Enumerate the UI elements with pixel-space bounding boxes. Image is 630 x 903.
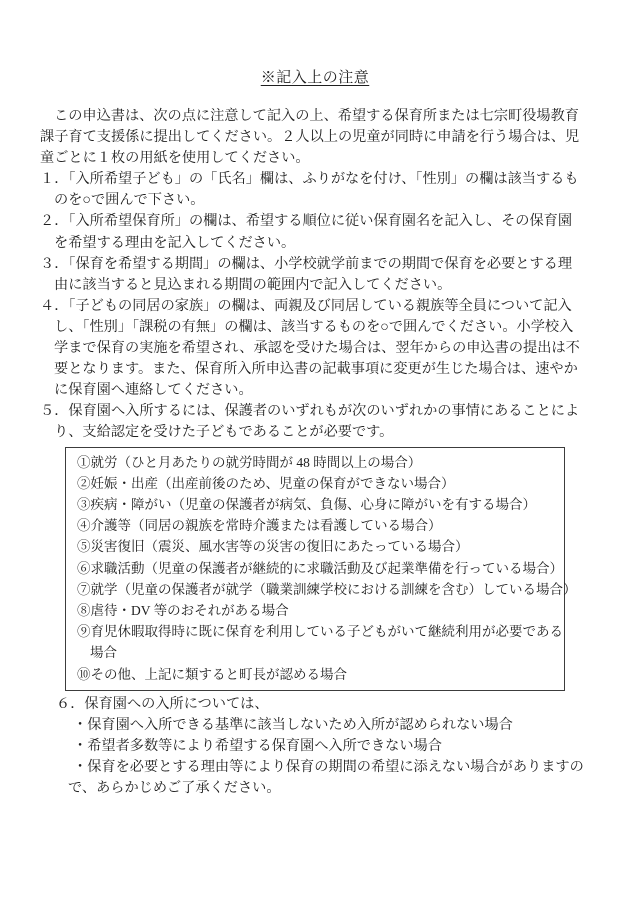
condition-line: ①就労（ひと月あたりの就労時間が 48 時間以上の場合）	[77, 454, 422, 470]
item-line: １．「入所希望子ども」の「氏名」欄は、ふりがなを付け、「性別」の欄は該当するも	[40, 171, 579, 188]
bullet-item: ・保育を必要とする理由等により保育の期間の希望に添えない場合がありますの	[73, 759, 584, 776]
page-title	[0, 66, 630, 87]
intro-paragraph	[40, 106, 592, 169]
bullet-item: ・保育園へ入所できる基準に該当しないため入所が認められない場合	[73, 716, 513, 733]
bullet-item: ・希望者多数等により希望する保育園へ入所できない場合	[73, 737, 442, 754]
item-line: ５．保育園へ入所するには、保護者のいずれもが次のいずれかの事情にあることによ	[40, 403, 580, 420]
item-line: に保育園へ連絡してください。	[54, 382, 253, 399]
condition-line: ⑥求職活動（児童の保護者が継続的に求職活動及び起業準備を行っている場合）	[77, 560, 563, 576]
item-line: 要となります。また、保育所入所申込書の記載事項に変更が生じた場合は、速やか	[54, 361, 578, 378]
intro-line: この申込書は、次の点に注意して記入の上、希望する保育所または七宗町役場教育	[54, 108, 579, 124]
item-line: を希望する理由を記入してください。	[54, 234, 296, 251]
numbered-item-2	[40, 211, 592, 253]
intro-line: 童ごとに１枚の用紙を使用してください。	[40, 150, 310, 167]
condition-line: ②妊娠・出産（出産前後のため、児童の保育ができない場合）	[77, 475, 455, 491]
condition-line: ③疾病・障がい（児童の保護者が病気、負傷、心身に障がいを有する場合）	[77, 496, 536, 512]
condition-line: ⑤災害復旧（震災、風水害等の災害の復旧にあたっている場合）	[77, 539, 469, 555]
item-line: り、支給認定を受けた子どもであることが必要です。	[54, 424, 394, 441]
conditions-box	[65, 447, 577, 691]
item-line: のを○で囲んで下さい。	[54, 192, 205, 209]
item-line: し、「性別」「課税の有無」の欄は、該当するものを○で囲んでください。小学校入	[54, 318, 574, 335]
page-title-text: ※記入上の注意	[260, 70, 370, 86]
condition-line: ④介護等（同居の親族を常時介護または看護している場合）	[77, 518, 442, 534]
document-body	[40, 106, 592, 799]
item-line: 学まで保育の実施を希望され、承認を受けた場合は、翌年からの申込書の提出は不	[54, 340, 580, 357]
numbered-item-4	[40, 296, 592, 401]
condition-line: ⑧虐待・DV 等のおそれがある場合	[77, 602, 289, 618]
bullet-continuation: で、あらかじめご了承ください。	[68, 780, 281, 797]
numbered-item-6	[56, 694, 592, 799]
condition-line: ⑩その他、上記に類すると町長が認める場合	[77, 666, 347, 682]
condition-line: ⑨育児休暇取得時に既に保育を利用している子どもがいて継続利用が必要である	[77, 624, 563, 640]
item-line: ２．「入所希望保育所」の欄は、希望する順位に従い保育園名を記入し、その保育園	[40, 213, 573, 230]
item-line: ４．「子どもの同居の家族」の欄は、両親及び同居している親族等全員について記入	[40, 297, 572, 314]
numbered-item-1	[40, 169, 592, 211]
item-line: ３．「保育を希望する期間」の欄は、小学校就学前までの期間で保育を必要とする理	[40, 255, 573, 272]
intro-line: 課子育て支援係に提出してください。２人以上の児童が同時に申請を行う場合は、児	[40, 129, 580, 146]
condition-line: 場合	[90, 645, 117, 661]
item-line: 由に該当すると見込まれる期間の範囲内で記入してください。	[54, 276, 452, 293]
numbered-item-3	[40, 254, 592, 296]
condition-line: ⑦就学（児童の保護者が就学（職業訓練学校における訓練を含む）している場合）	[77, 581, 577, 597]
numbered-item-5	[40, 401, 592, 443]
item-heading: ６．保育園への入所については、	[56, 695, 269, 712]
